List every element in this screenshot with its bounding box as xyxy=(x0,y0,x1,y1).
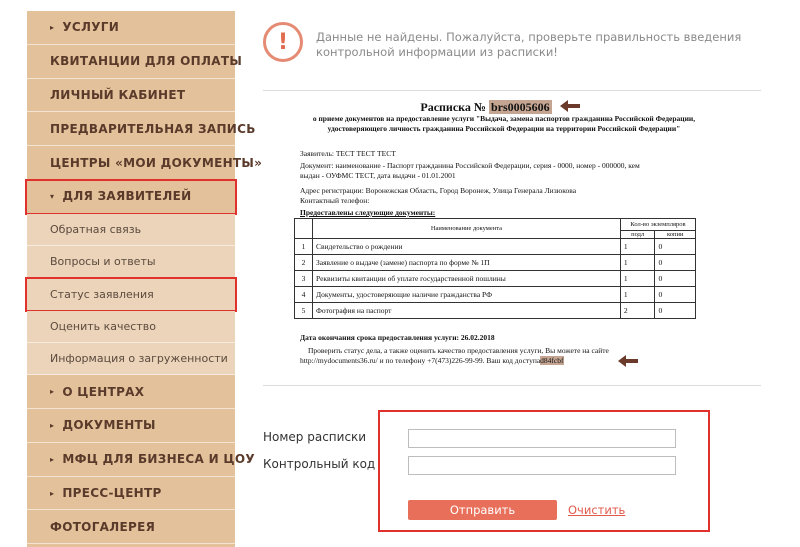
row-number: 4 xyxy=(295,287,313,303)
sidebar-item-2[interactable] xyxy=(27,45,243,79)
sidebar-item-label: ДЛЯ ЗАЯВИТЕЛЕЙ xyxy=(62,189,192,204)
sidebar-item-8[interactable] xyxy=(27,246,235,278)
sidebar-item-label: ЦЕНТРЫ «МОИ ДОКУМЕНТЫ» xyxy=(50,155,263,170)
table-header-copy: копии xyxy=(655,231,696,239)
divider xyxy=(263,385,761,386)
sidebar-item-label: ПРЕСС-ЦЕНТР xyxy=(62,486,162,501)
sidebar-item-label: ПРЕДВАРИТЕЛЬНАЯ ЗАПИСЬ xyxy=(50,121,256,136)
receipt-access-code: d84fcbf xyxy=(540,356,564,365)
sidebar-item-label: ФОТОГАЛЕРЕЯ xyxy=(50,519,156,534)
sidebar-item-label: О ЦЕНТРАХ xyxy=(62,384,145,399)
table-header-orig: подл xyxy=(620,231,655,239)
row-name: Документы, удостоверяющие наличие гражданства РФ xyxy=(313,287,621,303)
sidebar-item-5[interactable] xyxy=(27,146,263,180)
caret-right-icon: ▸ xyxy=(50,387,55,397)
row-orig: 2 xyxy=(620,303,655,319)
receipt-applicant: Заявитель: ТЕСТ ТЕСТ ТЕСТ xyxy=(300,149,396,158)
receipt-title xyxy=(266,100,706,115)
row-name: Заявление о выдаче (замене) паспорта по форме № 1П xyxy=(313,255,621,271)
row-name: Фотография на паспорт xyxy=(313,303,621,319)
exclamation-icon: ! xyxy=(263,22,303,62)
receipt-number: brs0005606 xyxy=(490,100,550,114)
sidebar-item-label: Статус заявления xyxy=(50,287,154,301)
receipt-number-label: Номер расписки xyxy=(263,430,367,444)
receipt-document-line2: выдан - ОУФМС ТЕСТ, дата выдачи - 01.01.2001 xyxy=(300,171,456,180)
table-row xyxy=(295,255,696,271)
error-message: Данные не найдены. Пожалуйста, проверьте правильность введения контрольной информации из расписки! xyxy=(316,30,742,59)
caret-right-icon: ▸ xyxy=(50,454,55,464)
row-copy: 0 xyxy=(655,271,696,287)
sidebar-item-label: Вопросы и ответы xyxy=(50,255,156,269)
table-row xyxy=(295,271,696,287)
row-copy: 0 xyxy=(655,287,696,303)
sidebar-item-label: МФЦ ДЛЯ БИЗНЕСА И ЦОУ xyxy=(62,452,255,467)
caret-right-icon: ▸ xyxy=(50,420,55,430)
row-number: 2 xyxy=(295,255,313,271)
sidebar-item-label: КВИТАНЦИИ ДЛЯ ОПЛАТЫ xyxy=(50,54,243,69)
sidebar-nav xyxy=(27,11,263,547)
sidebar-item-7[interactable] xyxy=(27,214,235,246)
receipt-check-line1: Проверить статус дела, а также оценить качество предоставления услуги, Вы можете на сайте xyxy=(308,346,609,355)
table-row xyxy=(295,287,696,303)
receipt-title-prefix: Расписка № xyxy=(420,100,486,114)
sidebar-item-10[interactable] xyxy=(27,311,235,343)
sidebar-item-label: Информация о загруженности xyxy=(50,352,228,366)
receipt-phone: Контактный телефон: xyxy=(300,196,370,205)
receipt-check-line2: http://mydocuments36.ru/ и по телефону +7(473)226-99-99. Ваш код доступаd84fcbf xyxy=(300,356,564,365)
clear-link[interactable]: Очистить xyxy=(568,503,626,517)
sidebar-item-12[interactable] xyxy=(27,375,235,409)
sidebar-item-label: УСЛУГИ xyxy=(62,20,120,35)
sidebar-item-15[interactable] xyxy=(27,477,235,511)
control-code-label: Контрольный код xyxy=(263,457,376,471)
row-number: 5 xyxy=(295,303,313,319)
row-copy: 0 xyxy=(655,255,696,271)
receipt-provided-docs: Предоставлены следующие документы: xyxy=(300,208,436,217)
table-row xyxy=(295,239,696,255)
sidebar-item-label: ЛИЧНЫЙ КАБИНЕТ xyxy=(50,87,186,102)
sidebar-item-1[interactable] xyxy=(27,11,235,45)
row-orig: 1 xyxy=(620,255,655,271)
control-code-input[interactable] xyxy=(408,456,676,475)
table-header-count: Кол-во экземпляров xyxy=(620,219,695,231)
row-name: Реквизиты квитанции об уплате государственной пошлины xyxy=(313,271,621,287)
highlight-frame xyxy=(25,179,237,215)
row-orig: 1 xyxy=(620,271,655,287)
table-header-name: Наименование документа xyxy=(313,219,621,239)
sidebar-item-4[interactable] xyxy=(27,112,256,146)
arrow-left-icon xyxy=(618,355,638,367)
arrow-left-icon xyxy=(560,100,580,112)
caret-right-icon: ▸ xyxy=(50,488,55,498)
submit-button[interactable]: Отправить xyxy=(408,500,557,520)
receipt-example xyxy=(266,90,708,372)
sidebar-item-label: ДОКУМЕНТЫ xyxy=(62,418,156,433)
sidebar-item-16[interactable] xyxy=(27,511,235,545)
row-name: Свидетельство о рождении xyxy=(313,239,621,255)
caret-right-icon: ▸ xyxy=(50,22,55,32)
sidebar-item-label: Обратная связь xyxy=(50,222,142,236)
table-row xyxy=(295,303,696,319)
receipt-document-line1: Документ: наименование - Паспорт гражданина Российской Федерации, серия - 0000, номер - 000000, кем xyxy=(300,161,640,170)
sidebar-item-3[interactable] xyxy=(27,79,235,113)
receipt-subtitle: о приеме документов на предоставление услуги "Выдача, замена паспортов гражданина Российской Федерации, удостоверяющего личность гражданина Российской Федерации на территории Российской Федерации" xyxy=(312,114,696,133)
receipt-docs-table xyxy=(294,218,696,319)
sidebar-item-11[interactable] xyxy=(27,343,235,375)
row-orig: 1 xyxy=(620,287,655,303)
receipt-address: Адрес регистрации: Воронежская Область, Город Воронеж, Улица Генерала Лизюкова xyxy=(300,186,577,195)
sidebar-item-14[interactable] xyxy=(27,443,255,477)
sidebar-item-label: Оценить качество xyxy=(50,319,156,333)
caret-down-icon: ▾ xyxy=(50,191,55,201)
receipt-number-input[interactable] xyxy=(408,429,676,448)
sidebar-item-13[interactable] xyxy=(27,409,235,443)
row-orig: 1 xyxy=(620,239,655,255)
receipt-end-date: Дата окончания срока предоставления услуги: 26.02.2018 xyxy=(300,333,495,342)
highlight-frame xyxy=(25,277,237,311)
row-copy: 0 xyxy=(655,303,696,319)
row-number: 3 xyxy=(295,271,313,287)
row-copy: 0 xyxy=(655,239,696,255)
row-number: 1 xyxy=(295,239,313,255)
